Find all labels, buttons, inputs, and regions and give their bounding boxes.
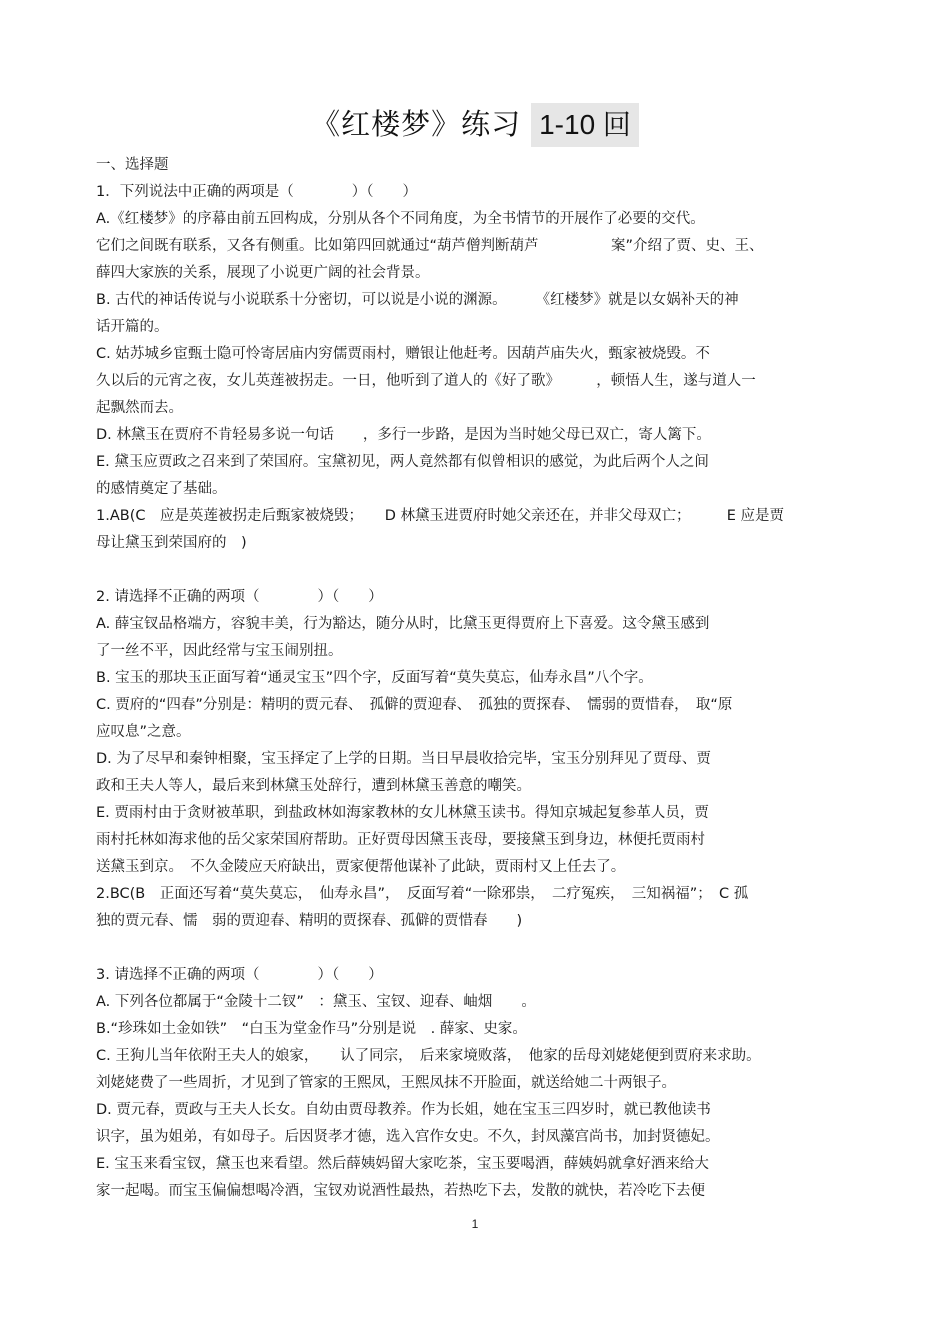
text-line: 2.BC(B 正面还写着“莫失莫忘， 仙寿永昌”， 反面写着“一除邪祟， 二疗冤疾， 三知祸福”； C 孤 bbox=[96, 886, 749, 902]
text-line: B. 古代的神话传说与小说联系十分密切，可以说是小说的渊源。 《红楼梦》就是以女娲补天的神 bbox=[96, 292, 739, 308]
blank-line bbox=[96, 935, 866, 962]
page-number: 1 bbox=[471, 1217, 479, 1231]
text-line: E. 宝玉来看宝钗，黛玉也来看望。然后薛姨妈留大家吃茶，宝玉要喝酒，薛姨妈就拿好酒来给大 bbox=[96, 1156, 709, 1172]
text-line: 1.AB(C 应是英莲被拐走后甄家被烧毁； D 林黛玉进贾府时她父亲还在，并非父母双亡； E 应是贾 bbox=[96, 508, 785, 524]
text-line: 话开篇的。 bbox=[96, 319, 169, 335]
text-line: D. 林黛玉在贾府不肯轻易多说一句话 ，多行一步路，是因为当时她父母已双亡，寄人篱下。 bbox=[96, 427, 711, 443]
title-chapter-range: 1-10 回 bbox=[531, 103, 639, 147]
text-line: 薛四大家族的关系，展现了小说更广阔的社会背景。 bbox=[96, 265, 430, 281]
text-line: E. 黛玉应贾政之召来到了荣国府。宝黛初见，两人竟然都有似曾相识的感觉，为此后两个人之间 bbox=[96, 454, 709, 470]
text-line: 识字，虽为姐弟，有如母子。后因贤孝才德，选入宫作女史。不久，封凤藻宫尚书，加封贤德妃。 bbox=[96, 1129, 720, 1145]
text-line: 了一丝不平，因此经常与宝玉闹别扭。 bbox=[96, 643, 343, 659]
text-line: 2. 请选择不正确的两项（ ）（ ） bbox=[96, 589, 383, 605]
text-line: B. 宝玉的那块玉正面写着“通灵宝玉”四个字，反面写着“莫失莫忘，仙寿永昌”八个字。 bbox=[96, 670, 653, 686]
text-line: 雨村托林如海求他的岳父家荣国府帮助。正好贾母因黛玉丧母，要接黛玉到身边，林便托贾雨村 bbox=[96, 832, 705, 848]
document-title bbox=[0, 102, 950, 146]
text-line: A. 下列各位都属于“金陵十二钗” ：黛玉、宝钗、迎春、岫烟 。 bbox=[96, 994, 536, 1010]
text-line: A.《红楼梦》的序幕由前五回构成，分别从各个不同角度，为全书情节的开展作了必要的交代。 bbox=[96, 211, 705, 227]
text-line: 它们之间既有联系，又各有侧重。比如第四回就通过“葫芦僧判断葫芦 案”介绍了贾、史、王、 bbox=[96, 238, 764, 254]
text-line: 1．下列说法中正确的两项是（ ）（ ） bbox=[96, 184, 417, 200]
text-line: C. 贾府的“四春”分别是：精明的贾元春、 孤僻的贾迎春、 孤独的贾探春、 懦弱的贾惜春， 取“原 bbox=[96, 697, 733, 713]
text-line: 政和王夫人等人，最后来到林黛玉处辞行，遭到林黛玉善意的嘲笑。 bbox=[96, 778, 531, 794]
text-line: 送黛玉到京。 不久金陵应天府缺出，贾家便帮他谋补了此缺，贾雨村又上任去了。 bbox=[96, 859, 626, 875]
text-line: E. 贾雨村由于贪财被革职，到盐政林如海家教林的女儿林黛玉读书。得知京城起复参革人员，贾 bbox=[96, 805, 709, 821]
text-line: 久以后的元宵之夜，女儿英莲被拐走。一日，他听到了道人的《好了歌》 ，顿悟人生，遂与道人一 bbox=[96, 373, 756, 389]
text-line: 3. 请选择不正确的两项（ ）（ ） bbox=[96, 967, 383, 983]
text-line: 母让黛玉到荣国府的 ) bbox=[96, 535, 247, 551]
text-line: 的感情奠定了基础。 bbox=[96, 481, 227, 497]
text-line: 应叹息”之意。 bbox=[96, 724, 191, 740]
text-line: D. 为了尽早和秦钟相聚，宝玉择定了上学的日期。当日早晨收拾完毕，宝玉分别拜见了贾母、贾 bbox=[96, 751, 711, 767]
title-main: 《红楼梦》练习 bbox=[311, 107, 522, 141]
text-line: 家一起喝。而宝玉偏偏想喝冷酒，宝钗劝说酒性最热，若热吃下去，发散的就快，若冷吃下去便 bbox=[96, 1183, 705, 1199]
text-line: B.“珍珠如土金如铁” “白玉为堂金作马”分别是说 . 薛家、史家。 bbox=[96, 1021, 527, 1037]
document-body bbox=[96, 152, 866, 1205]
text-line: 独的贾元春、懦 弱的贾迎春、精明的贾探春、孤僻的贾惜春 ) bbox=[96, 913, 523, 929]
text-line: C. 王狗儿当年依附王夫人的娘家， 认了同宗， 后来家境败落， 他家的岳母刘姥姥便到贾府来求助。 bbox=[96, 1048, 761, 1064]
text-line: C. 姑苏城乡宦甄士隐可怜寄居庙内穷儒贾雨村，赠银让他赶考。因葫芦庙失火，甄家被烧毁。不 bbox=[96, 346, 710, 362]
text-line: D. 贾元春，贾政与王夫人长女。自幼由贾母教养。作为长姐，她在宝玉三四岁时，就已教他读书 bbox=[96, 1102, 711, 1118]
text-line: A. 薛宝钗品格端方，容貌丰美，行为豁达，随分从时，比黛玉更得贾府上下喜爱。这令黛玉感到 bbox=[96, 616, 710, 632]
text-line: 一、选择题 bbox=[96, 157, 169, 173]
blank-line bbox=[96, 557, 866, 584]
text-line: 起飘然而去。 bbox=[96, 400, 183, 416]
text-line: 刘姥姥费了一些周折，才见到了管家的王熙凤，王熙凤抹不开脸面，就送给她二十两银子。 bbox=[96, 1075, 676, 1091]
